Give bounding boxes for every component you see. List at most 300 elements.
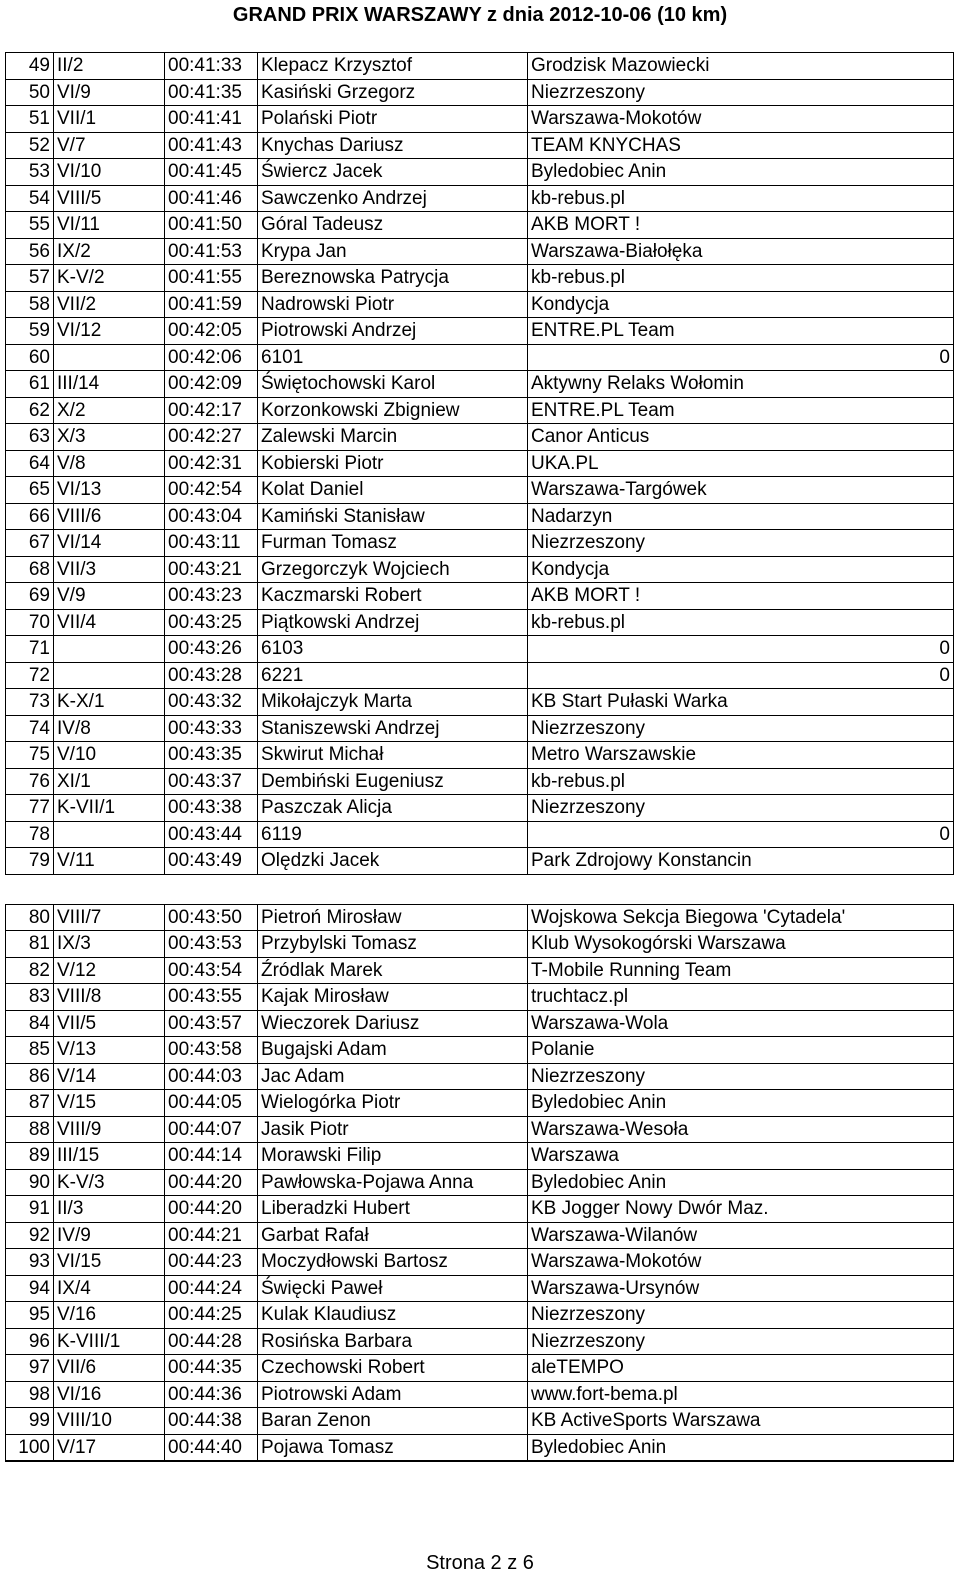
club-cell: Byledobiec Anin [528, 159, 954, 186]
name-cell: Czechowski Robert [258, 1355, 528, 1382]
place-cell: 85 [6, 1037, 54, 1064]
table-row [6, 450, 954, 477]
name-cell: Pawłowska-Pojawa Anna [258, 1169, 528, 1196]
name-cell: Jasik Piotr [258, 1116, 528, 1143]
club-cell: KB Jogger Nowy Dwór Maz. [528, 1196, 954, 1223]
place-cell: 82 [6, 957, 54, 984]
name-cell: Piątkowski Andrzej [258, 609, 528, 636]
category-cell: V/10 [54, 742, 165, 769]
table-row [6, 212, 954, 239]
category-cell: V/11 [54, 848, 165, 875]
name-cell: Polański Piotr [258, 106, 528, 133]
club-cell: KB Start Pułaski Warka [528, 689, 954, 716]
club-cell: Warszawa-Wola [528, 1010, 954, 1037]
club-cell: Wojskowa Sekcja Biegowa 'Cytadela' [528, 904, 954, 931]
table-row [6, 503, 954, 530]
time-cell: 00:42:05 [165, 318, 258, 345]
table-row [6, 1010, 954, 1037]
gap-cell [258, 874, 528, 904]
place-cell: 76 [6, 768, 54, 795]
table-row [6, 1063, 954, 1090]
time-cell: 00:41:59 [165, 291, 258, 318]
table-row [6, 318, 954, 345]
category-cell: IX/3 [54, 931, 165, 958]
place-cell: 80 [6, 904, 54, 931]
time-cell: 00:44:23 [165, 1249, 258, 1276]
time-cell: 00:43:55 [165, 984, 258, 1011]
place-cell: 95 [6, 1302, 54, 1329]
place-cell: 100 [6, 1434, 54, 1461]
name-cell: Świercz Jacek [258, 159, 528, 186]
time-cell: 00:44:25 [165, 1302, 258, 1329]
club-cell: Warszawa-Mokotów [528, 106, 954, 133]
time-cell: 00:43:54 [165, 957, 258, 984]
club-cell: Warszawa-Mokotów [528, 1249, 954, 1276]
category-cell: VII/2 [54, 291, 165, 318]
place-cell: 51 [6, 106, 54, 133]
table-row [6, 1355, 954, 1382]
table-row [6, 1302, 954, 1329]
place-cell: 64 [6, 450, 54, 477]
table-row [6, 609, 954, 636]
time-cell: 00:44:21 [165, 1222, 258, 1249]
time-cell: 00:43:26 [165, 636, 258, 663]
time-cell: 00:42:31 [165, 450, 258, 477]
place-cell: 53 [6, 159, 54, 186]
name-cell: Pietroń Mirosław [258, 904, 528, 931]
table-row [6, 1381, 954, 1408]
category-cell: IX/4 [54, 1275, 165, 1302]
club-cell: AKB MORT ! [528, 212, 954, 239]
time-cell: 00:44:05 [165, 1090, 258, 1117]
time-cell: 00:42:06 [165, 344, 258, 371]
category-cell: K-V/2 [54, 265, 165, 292]
club-cell: Warszawa-Targówek [528, 477, 954, 504]
name-cell: Kolat Daniel [258, 477, 528, 504]
table-row [6, 1116, 954, 1143]
time-cell: 00:44:36 [165, 1381, 258, 1408]
club-cell: Warszawa-Białołęka [528, 238, 954, 265]
name-cell: Krypa Jan [258, 238, 528, 265]
category-cell [54, 344, 165, 371]
place-cell: 96 [6, 1328, 54, 1355]
place-cell: 55 [6, 212, 54, 239]
club-cell: Niezrzeszony [528, 715, 954, 742]
category-cell: VI/14 [54, 530, 165, 557]
place-cell: 52 [6, 132, 54, 159]
club-cell: Park Zdrojowy Konstancin [528, 848, 954, 875]
table-row [6, 662, 954, 689]
table-row [6, 768, 954, 795]
gap-cell [165, 874, 258, 904]
table-row [6, 1090, 954, 1117]
place-cell: 60 [6, 344, 54, 371]
time-cell: 00:44:24 [165, 1275, 258, 1302]
place-cell: 71 [6, 636, 54, 663]
club-cell: T-Mobile Running Team [528, 957, 954, 984]
name-cell: Pojawa Tomasz [258, 1434, 528, 1461]
table-row [6, 265, 954, 292]
time-cell: 00:44:07 [165, 1116, 258, 1143]
category-cell: VI/12 [54, 318, 165, 345]
category-cell: VII/5 [54, 1010, 165, 1037]
name-cell: Olędzki Jacek [258, 848, 528, 875]
place-cell: 73 [6, 689, 54, 716]
club-cell: Warszawa-Ursynów [528, 1275, 954, 1302]
place-cell: 91 [6, 1196, 54, 1223]
table-row [6, 848, 954, 875]
time-cell: 00:42:09 [165, 371, 258, 398]
category-cell: VI/16 [54, 1381, 165, 1408]
category-cell: VI/11 [54, 212, 165, 239]
club-cell: Warszawa [528, 1143, 954, 1170]
name-cell: Wieczorek Dariusz [258, 1010, 528, 1037]
table-row [6, 904, 954, 931]
category-cell [54, 662, 165, 689]
category-cell [54, 636, 165, 663]
category-cell: II/2 [54, 53, 165, 80]
club-cell: ENTRE.PL Team [528, 318, 954, 345]
club-cell: aleTEMPO [528, 1355, 954, 1382]
name-cell: Góral Tadeusz [258, 212, 528, 239]
time-cell: 00:44:35 [165, 1355, 258, 1382]
time-cell: 00:44:38 [165, 1408, 258, 1435]
table-row [6, 53, 954, 80]
club-cell: KB ActiveSports Warszawa [528, 1408, 954, 1435]
name-cell: 6103 [258, 636, 528, 663]
table-row [6, 424, 954, 451]
name-cell: Korzonkowski Zbigniew [258, 397, 528, 424]
club-cell: Polanie [528, 1037, 954, 1064]
club-cell: AKB MORT ! [528, 583, 954, 610]
table-row [6, 106, 954, 133]
club-cell: Metro Warszawskie [528, 742, 954, 769]
time-cell: 00:44:03 [165, 1063, 258, 1090]
place-cell: 98 [6, 1381, 54, 1408]
place-cell: 79 [6, 848, 54, 875]
club-cell: Canor Anticus [528, 424, 954, 451]
table-row [6, 1434, 954, 1461]
category-cell: V/12 [54, 957, 165, 984]
place-cell: 66 [6, 503, 54, 530]
club-cell: truchtacz.pl [528, 984, 954, 1011]
club-cell: Kondycja [528, 291, 954, 318]
table-row [6, 1222, 954, 1249]
place-cell: 59 [6, 318, 54, 345]
club-cell: Niezrzeszony [528, 530, 954, 557]
name-cell: Kamiński Stanisław [258, 503, 528, 530]
club-cell: Niezrzeszony [528, 1328, 954, 1355]
time-cell: 00:43:53 [165, 931, 258, 958]
table-row [6, 132, 954, 159]
time-cell: 00:43:44 [165, 821, 258, 848]
club-cell: Nadarzyn [528, 503, 954, 530]
name-cell: Rosińska Barbara [258, 1328, 528, 1355]
club-cell: 0 [528, 662, 954, 689]
name-cell: Liberadzki Hubert [258, 1196, 528, 1223]
place-cell: 92 [6, 1222, 54, 1249]
time-cell: 00:44:20 [165, 1169, 258, 1196]
table-row [6, 238, 954, 265]
page-title: GRAND PRIX WARSZAWY z dnia 2012-10-06 (10 km) [232, 4, 728, 26]
time-cell: 00:44:20 [165, 1196, 258, 1223]
club-cell: ENTRE.PL Team [528, 397, 954, 424]
name-cell: Kobierski Piotr [258, 450, 528, 477]
table-row [6, 530, 954, 557]
table-row [6, 477, 954, 504]
category-cell: VII/4 [54, 609, 165, 636]
category-cell: VIII/8 [54, 984, 165, 1011]
time-cell: 00:42:54 [165, 477, 258, 504]
gap-cell [6, 874, 54, 904]
name-cell: Moczydłowski Bartosz [258, 1249, 528, 1276]
name-cell: Klepacz Krzysztof [258, 53, 528, 80]
table-row [6, 1037, 954, 1064]
category-cell: VIII/5 [54, 185, 165, 212]
table-row [6, 795, 954, 822]
category-cell: VII/6 [54, 1355, 165, 1382]
table-row [6, 556, 954, 583]
table-row [6, 689, 954, 716]
place-cell: 54 [6, 185, 54, 212]
club-cell: www.fort-bema.pl [528, 1381, 954, 1408]
time-cell: 00:44:40 [165, 1434, 258, 1461]
club-cell: kb-rebus.pl [528, 265, 954, 292]
table-row [6, 1249, 954, 1276]
table-row [6, 931, 954, 958]
place-cell: 90 [6, 1169, 54, 1196]
category-cell: IX/2 [54, 238, 165, 265]
name-cell: Staniszewski Andrzej [258, 715, 528, 742]
name-cell: Furman Tomasz [258, 530, 528, 557]
place-cell: 86 [6, 1063, 54, 1090]
name-cell: Święcki Paweł [258, 1275, 528, 1302]
club-cell: Byledobiec Anin [528, 1169, 954, 1196]
club-cell: Klub Wysokogórski Warszawa [528, 931, 954, 958]
table-row [6, 397, 954, 424]
place-cell: 63 [6, 424, 54, 451]
table-row [6, 742, 954, 769]
category-cell: VI/10 [54, 159, 165, 186]
place-cell: 99 [6, 1408, 54, 1435]
table-row [6, 1196, 954, 1223]
table-row [6, 344, 954, 371]
category-cell: II/3 [54, 1196, 165, 1223]
name-cell: Garbat Rafał [258, 1222, 528, 1249]
name-cell: 6101 [258, 344, 528, 371]
category-cell: VIII/6 [54, 503, 165, 530]
club-cell: 0 [528, 821, 954, 848]
category-cell: V/9 [54, 583, 165, 610]
place-cell: 72 [6, 662, 54, 689]
table-row [6, 79, 954, 106]
category-cell: XI/1 [54, 768, 165, 795]
time-cell: 00:43:21 [165, 556, 258, 583]
time-cell: 00:43:28 [165, 662, 258, 689]
place-cell: 68 [6, 556, 54, 583]
place-cell: 75 [6, 742, 54, 769]
table-row [6, 636, 954, 663]
club-cell: Warszawa-Wilanów [528, 1222, 954, 1249]
club-cell: Niezrzeszony [528, 79, 954, 106]
name-cell: 6119 [258, 821, 528, 848]
gap-cell [528, 874, 954, 904]
place-cell: 56 [6, 238, 54, 265]
category-cell: VI/13 [54, 477, 165, 504]
name-cell: Grzegorczyk Wojciech [258, 556, 528, 583]
category-cell: V/17 [54, 1434, 165, 1461]
name-cell: Baran Zenon [258, 1408, 528, 1435]
place-cell: 65 [6, 477, 54, 504]
category-cell: VI/9 [54, 79, 165, 106]
place-cell: 67 [6, 530, 54, 557]
time-cell: 00:43:33 [165, 715, 258, 742]
category-cell: V/13 [54, 1037, 165, 1064]
name-cell: Piotrowski Adam [258, 1381, 528, 1408]
time-cell: 00:41:46 [165, 185, 258, 212]
category-cell: K-V/3 [54, 1169, 165, 1196]
name-cell: Przybylski Tomasz [258, 931, 528, 958]
table-row [6, 957, 954, 984]
club-cell: Kondycja [528, 556, 954, 583]
category-cell: VIII/10 [54, 1408, 165, 1435]
time-cell: 00:41:33 [165, 53, 258, 80]
name-cell: Jac Adam [258, 1063, 528, 1090]
category-cell: VII/1 [54, 106, 165, 133]
time-cell: 00:43:49 [165, 848, 258, 875]
club-cell: UKA.PL [528, 450, 954, 477]
time-cell: 00:43:57 [165, 1010, 258, 1037]
club-cell: kb-rebus.pl [528, 609, 954, 636]
time-cell: 00:43:38 [165, 795, 258, 822]
time-cell: 00:41:55 [165, 265, 258, 292]
time-cell: 00:44:28 [165, 1328, 258, 1355]
category-cell: K-X/1 [54, 689, 165, 716]
table-row [6, 1169, 954, 1196]
table-row [6, 185, 954, 212]
time-cell: 00:42:27 [165, 424, 258, 451]
name-cell: Paszczak Alicja [258, 795, 528, 822]
category-cell: IV/8 [54, 715, 165, 742]
table-row [6, 1143, 954, 1170]
category-cell: V/16 [54, 1302, 165, 1329]
table-row [6, 371, 954, 398]
name-cell: 6221 [258, 662, 528, 689]
category-cell: K-VIII/1 [54, 1328, 165, 1355]
place-cell: 81 [6, 931, 54, 958]
time-cell: 00:44:14 [165, 1143, 258, 1170]
time-cell: 00:41:45 [165, 159, 258, 186]
category-cell: K-VII/1 [54, 795, 165, 822]
table-row [6, 1408, 954, 1435]
table-row [6, 291, 954, 318]
place-cell: 57 [6, 265, 54, 292]
category-cell: V/14 [54, 1063, 165, 1090]
place-cell: 94 [6, 1275, 54, 1302]
time-cell: 00:43:35 [165, 742, 258, 769]
category-cell: VIII/7 [54, 904, 165, 931]
category-cell: VIII/9 [54, 1116, 165, 1143]
table-row [6, 583, 954, 610]
category-cell: VI/15 [54, 1249, 165, 1276]
time-cell: 00:41:43 [165, 132, 258, 159]
name-cell: Bereznowska Patrycja [258, 265, 528, 292]
table-row [6, 1328, 954, 1355]
place-cell: 70 [6, 609, 54, 636]
name-cell: Kaczmarski Robert [258, 583, 528, 610]
club-cell: kb-rebus.pl [528, 768, 954, 795]
name-cell: Mikołajczyk Marta [258, 689, 528, 716]
name-cell: Źródlak Marek [258, 957, 528, 984]
name-cell: Knychas Dariusz [258, 132, 528, 159]
place-cell: 87 [6, 1090, 54, 1117]
time-cell: 00:43:04 [165, 503, 258, 530]
place-cell: 58 [6, 291, 54, 318]
place-cell: 83 [6, 984, 54, 1011]
category-cell: V/15 [54, 1090, 165, 1117]
time-cell: 00:43:37 [165, 768, 258, 795]
category-cell [54, 821, 165, 848]
name-cell: Kajak Mirosław [258, 984, 528, 1011]
table-row [6, 715, 954, 742]
table-row [6, 159, 954, 186]
place-cell: 62 [6, 397, 54, 424]
club-cell: Niezrzeszony [528, 1302, 954, 1329]
time-cell: 00:41:41 [165, 106, 258, 133]
club-cell: 0 [528, 636, 954, 663]
place-cell: 50 [6, 79, 54, 106]
time-cell: 00:42:17 [165, 397, 258, 424]
name-cell: Sawczenko Andrzej [258, 185, 528, 212]
time-cell: 00:41:50 [165, 212, 258, 239]
club-cell: Byledobiec Anin [528, 1434, 954, 1461]
place-cell: 69 [6, 583, 54, 610]
club-cell: Aktywny Relaks Wołomin [528, 371, 954, 398]
club-cell: TEAM KNYCHAS [528, 132, 954, 159]
name-cell: Zalewski Marcin [258, 424, 528, 451]
club-cell: Grodzisk Mazowiecki [528, 53, 954, 80]
place-cell: 89 [6, 1143, 54, 1170]
category-cell: III/14 [54, 371, 165, 398]
table-row [6, 984, 954, 1011]
table-row [6, 1275, 954, 1302]
name-cell: Kulak Klaudiusz [258, 1302, 528, 1329]
name-cell: Piotrowski Andrzej [258, 318, 528, 345]
table-row [6, 821, 954, 848]
name-cell: Skwirut Michał [258, 742, 528, 769]
name-cell: Nadrowski Piotr [258, 291, 528, 318]
category-cell: X/3 [54, 424, 165, 451]
time-cell: 00:43:50 [165, 904, 258, 931]
section-gap [6, 874, 954, 904]
name-cell: Świętochowski Karol [258, 371, 528, 398]
place-cell: 61 [6, 371, 54, 398]
name-cell: Dembiński Eugeniusz [258, 768, 528, 795]
club-cell: Niezrzeszony [528, 795, 954, 822]
place-cell: 93 [6, 1249, 54, 1276]
category-cell: V/8 [54, 450, 165, 477]
category-cell: X/2 [54, 397, 165, 424]
club-cell: Byledobiec Anin [528, 1090, 954, 1117]
time-cell: 00:43:58 [165, 1037, 258, 1064]
page-footer: Strona 2 z 6 [426, 1552, 534, 1574]
name-cell: Kasiński Grzegorz [258, 79, 528, 106]
place-cell: 84 [6, 1010, 54, 1037]
place-cell: 78 [6, 821, 54, 848]
category-cell: V/7 [54, 132, 165, 159]
time-cell: 00:43:11 [165, 530, 258, 557]
club-cell: kb-rebus.pl [528, 185, 954, 212]
